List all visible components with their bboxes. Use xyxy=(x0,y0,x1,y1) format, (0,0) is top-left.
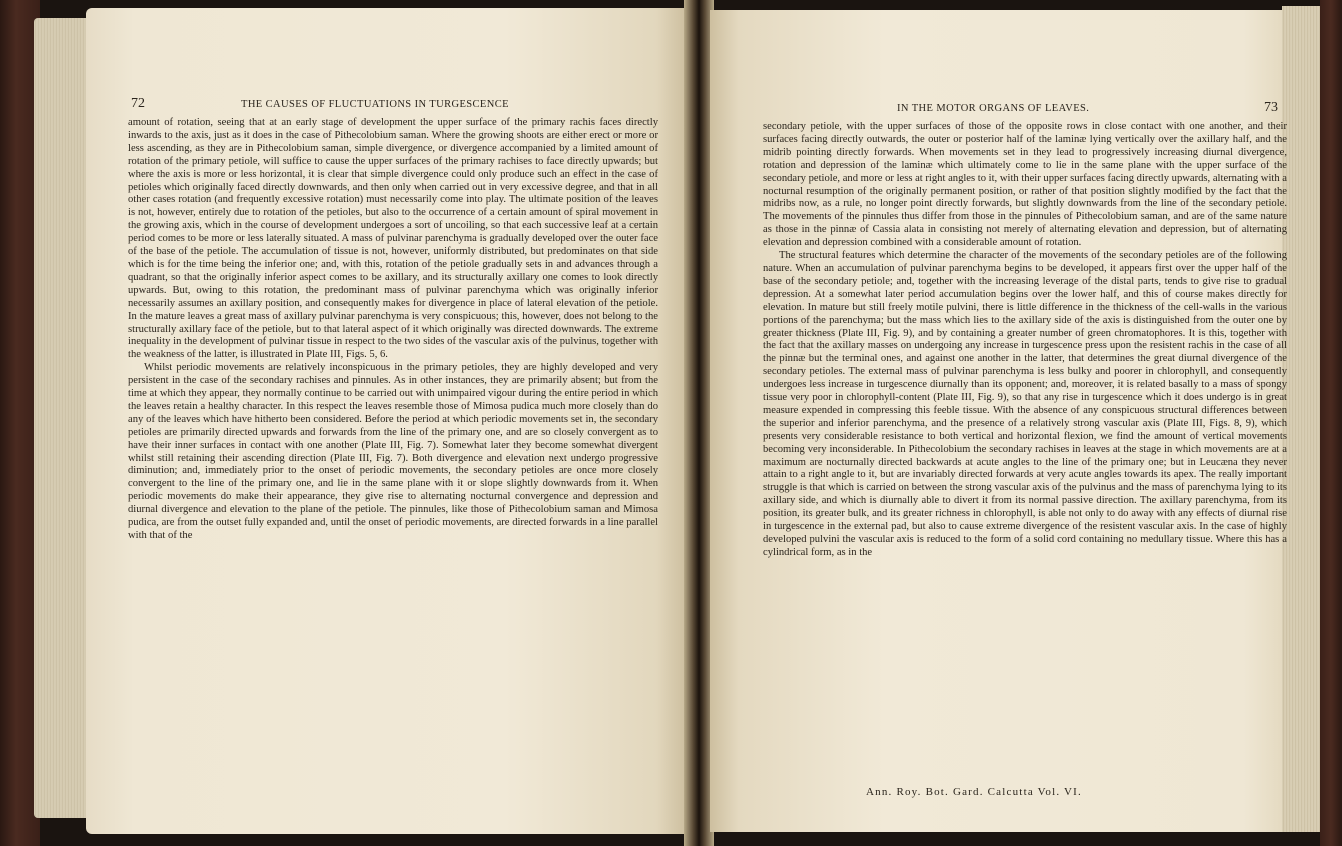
left-page-number: 72 xyxy=(131,96,145,111)
right-page-number: 73 xyxy=(1264,100,1278,115)
left-paragraph-1: amount of rotation, seeing that at an early stage of development the upper surface of the primary rachis faces directly inwards to the axis, just as it does in the case of Pithecolobium saman. Where the growing shoots are either erect or more or less ascending, as they are in Pithecolobium saman, simple divergence, or divergence accompanied by a limited amount of rotation of the primary petiole, will suffice to cause the upper surfaces of the primary rachises to face directly upwards; but where the axis is more or less horizontal, it is clear that simple divergence could only produce such an effect in the case of petioles which originally faced directly downwards, and then only when carried out in very excessive degree, and that in all other cases rotation (and frequently excessive rotation) must necessarily come into play. The ultimate position of the leaves is not, however, entirely due to rotation of the petioles, but also to the occurrence of a certain amount of spiral movement in the growing axis, which in the course of development undergoes a sort of uncoiling, so that each successive leaf at a certain period comes to be more or less laterally situated. A mass of pulvinar parenchyma is gradually developed over the outer face of the base of the petiole. The accumulation of tissue is not, however, uniformly distributed, but predominates on that side which is for the time being the inferior one; and, with this, rotation of the petiole gradually sets in and advances through a quadrant, so that the originally inferior aspect comes to be axillary, and its structurally axillary one comes to look directly upwards. But, owing to this rotation, the predominant mass of pulvinar parenchyma which was originally inferior necessarily assumes an axillary position, and consequently makes for divergence in place of lateral elevation of the petiole. In the mature leaves a great mass of axillary pulvinar parenchyma is very conspicuous; this, however, does not belong to the structurally axillary face of the petiole, but to that lateral aspect of it which originally was directed downwards. The extreme inequality in the development of pulvinar tissue in respect to the two sides of the vascular axis of the pulvinus, together with the weakness of the latter, is illustrated in Plate III, Figs. 5, 6. xyxy=(128,117,658,361)
left-running-head: THE CAUSES OF FLUCTUATIONS IN TURGESCENCE xyxy=(241,99,509,110)
right-page-body xyxy=(763,121,1287,560)
right-paragraph-1: secondary petiole, with the upper surfaces of those of the opposite rows in close contact with one another, and their surfaces facing directly outwards, the outer or posterior half of the laminæ lying vertically over the axillary half, and the midrib pointing directly forwards. When movements set in they lead to progressively increasing diurnal divergence, rotation and depression of the laminæ which ultimately come to lie in the same plane with the upper surface of the secondary petiole, and more or less at right angles to it, with their upper surfaces facing directly upwards, alternating with a nocturnal resumption of the originally permanent position, or rather of that position slightly modified by the fact that the midribs now, as a rule, no longer point directly forwards, but slightly downwards from the line of the secondary petiole. The movements of the pinnules thus differ from those in the pinnules of Pithecolobium saman, and are of the same nature as those in the pinnæ of Cassia alata in consisting not merely of alternating elevation and depression, but of alternating elevation and depression combined with a considerable amount of rotation. xyxy=(763,121,1287,249)
right-running-head: IN THE MOTOR ORGANS OF LEAVES. xyxy=(897,103,1090,114)
right-cover xyxy=(1320,0,1342,846)
left-page-body xyxy=(128,117,658,543)
left-page-edges xyxy=(34,18,94,818)
left-paragraph-2: Whilst periodic movements are relatively inconspicuous in the primary petioles, they are highly developed and very persistent in the case of the secondary rachises and pinnules. As in other instances, they are primarily absent; but from the time at which they appear, they normally continue to be carried out with unimpaired vigour during the entire period in which the leaves retain a healthy character. In this respect the leaves resemble those of Mimosa pudica much more closely than do any of the leaves which have hitherto been considered. Before the period at which periodic movements set in, the secondary petioles are primarily directed upwards and forwards from the line of the primary one, and are so closely convergent as to have their inner surfaces in contact with one another (Plate III, Fig. 7). Somewhat later they become somewhat divergent whilst still retaining their ascending direction (Plate III, Fig. 7). Both divergence and elevation next undergo progressive diminution; and, immediately prior to the onset of periodic movements, the secondary petioles are once more closely convergent to the line of the primary one, and lie in the same plane with it or slope slightly downwards from it. When periodic movements do make their appearance, they give rise to alternating nocturnal convergence and depression and diurnal divergence and elevation to the plane of the petiole. The pinnules, like those of Pithecolobium saman and Mimosa pudica, are from the outset fully expanded and, until the onset of periodic movements, are directed forwards in a line parallel with that of the xyxy=(128,362,658,541)
right-page-edges xyxy=(1282,6,1324,832)
right-paragraph-2: The structural features which determine the character of the movements of the secondary petioles are of the following nature. When an accumulation of pulvinar parenchyma begins to be developed, it appears first over the upper half of the base of the secondary petiole; and, together with the increasing leverage of the distal parts, tends to give rise to gradual depression. At a somewhat later period accumulation begins over the lower half, and this of course makes directly for elevation. In mature but still freely motile pulvini, there is little difference in the thickness of the cell-walls in the various portions of the parenchyma; but the mass which lies to the axillary side of the axis is distinguished from the outer one by greater thickness (Plate III, Fig. 9), and by containing a greater number of green chromatophores. It is this, together with the fact that the axillary masses on undergoing any increase in turgescence press upon the resistent rachis in the case of all the pinnæ but the terminal ones, and against one another in the latter, that determines the great diurnal divergence of the secondary petioles. The external mass of pulvinar parenchyma is less bulky and poorer in chlorophyll, and consequently undergoes less increase in turgescence diurnally than its opponent; and, moreover, it is related basally to a mass of spongy tissue very poor in chlorophyll-content (Plate III, Fig. 9), so that any rise in turgescence which it does undergo is in great measure expended in compressing this feeble tissue. With the absence of any conspicuous structural differences between the superior and inferior parenchyma, and the presence of a relatively strong vascular axis (Plate III, Figs. 8, 9), which presents very considerable resistance to both vertical and horizontal flexion, we find the amount of vertical movements becoming very inconsiderable. In Pithecolobium the secondary rachises in leaves at the stage in which movements are at a maximum are nocturnally directed backwards at acute angles to the line of the primary one; but in Leucæna they never attain to a right angle to it, but are invariably directed forwards at very acute angles towards its apex. The really important struggle is that which is carried on between the strong vascular axis of the pulvinus and the mass of parenchyma lying to its axillary side, and which is diurnally able to divert it from its normal passive direction. The axillary parenchyma, from its position, its greater bulk, and its greater richness in chlorophyll, is able not only to do away with any effects of diurnal rise in turgescence in the external pad, but also to cause extreme divergence of the resistent vascular axis. In the case of highly developed pulvini the vascular axis is reduced to the form of a solid cord containing no medullary tissue. Where this has a cylindrical form, as in the xyxy=(763,250,1287,558)
right-page-footer: Ann. Roy. Bot. Gard. Calcutta Vol. VI. xyxy=(866,786,1082,798)
